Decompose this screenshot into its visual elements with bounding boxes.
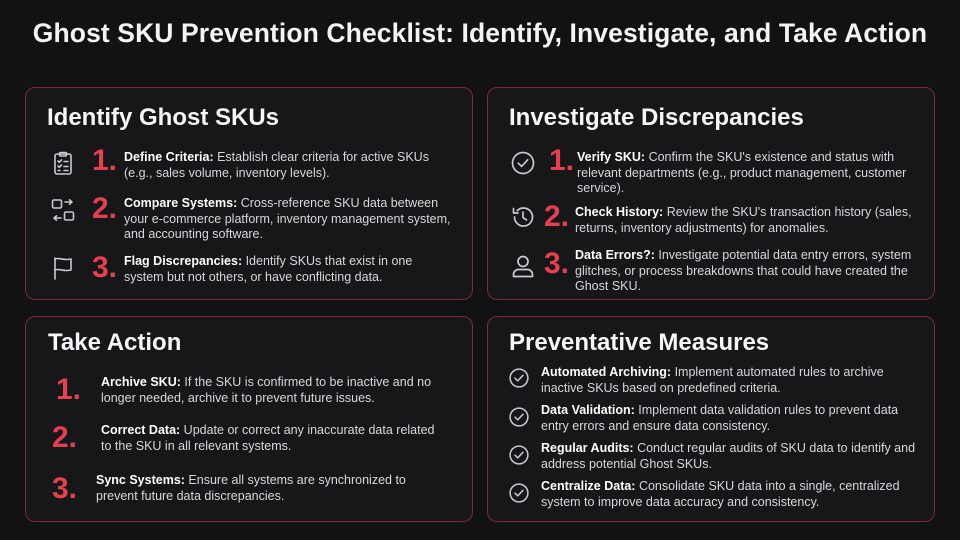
item-number: 3. [52,472,78,505]
item-number: 2. [544,200,570,233]
preventative-card [487,316,935,522]
flag-icon [50,255,76,281]
investigate-title: Investigate Discrepancies [509,104,804,131]
preventative-title: Preventative Measures [509,329,770,356]
item-number: 3. [544,247,570,280]
identify-item-3 [124,254,444,285]
item-number: 1. [549,144,575,177]
page-title: Ghost SKU Prevention Checklist: Identify, Investigate, and Take Action [32,18,928,48]
item-text: Cross-reference SKU data between your e-commerce platform, inventory management system, and accounting software. [124,196,451,241]
check-circle-icon [510,150,536,176]
item-label: Archive SKU: [101,375,181,389]
item-text: Update or correct any inaccurate data related to the SKU in all relevant systems. [101,423,435,453]
item-text: Conduct regular audits of SKU data to identify and address potential Ghost SKUs. [541,441,916,471]
item-label: Centralize Data: [541,479,636,493]
item-text: Review the SKU's transaction history (sales, returns, inventory adjustments) for anomalies. [575,205,912,235]
action-item-1 [101,375,461,406]
identify-card [25,87,473,300]
item-text: Implement data validation rules to prevent data entry errors and ensure data consistency. [541,403,899,433]
investigate-item-2 [575,205,920,236]
investigate-item-3 [575,248,920,295]
item-text: Implement automated rules to archive inactive SKUs based on predefined criteria. [541,365,884,395]
item-text: Investigate potential data entry errors, system glitches, or process breakdowns that could have created the Ghost SKU. [575,248,912,293]
item-label: Check History: [575,205,664,219]
prevent-item-2 [541,403,916,434]
item-label: Sync Systems: [96,473,185,487]
prevent-item-3 [541,441,916,472]
item-text: Ensure all systems are synchronized to prevent future data discrepancies. [96,473,406,503]
identify-title: Identify Ghost SKUs [47,104,280,131]
item-text: If the SKU is confirmed to be inactive and no longer needed, archive it to prevent future issues. [101,375,432,405]
item-label: Compare Systems: [124,196,238,210]
item-label: Define Criteria: [124,150,214,164]
take-action-card [25,316,473,522]
item-label: Data Validation: [541,403,635,417]
check-circle-icon [508,482,530,504]
item-number: 3. [92,251,118,284]
item-label: Verify SKU: [577,150,646,164]
history-icon [510,204,536,230]
identify-item-1 [124,150,454,181]
investigate-card [487,87,935,300]
action-item-2 [101,423,446,454]
item-label: Automated Archiving: [541,365,672,379]
check-circle-icon [508,406,530,428]
item-label: Correct Data: [101,423,181,437]
item-text: Confirm the SKU's existence and status with relevant departments (e.g., product management, customer service). [577,150,907,195]
user-icon [510,253,536,279]
item-number: 1. [56,373,82,406]
check-circle-icon [508,444,530,466]
action-item-3 [96,473,441,504]
item-number: 1. [92,144,118,177]
item-text: Consolidate SKU data into a single, centralized system to improve data accuracy and consistency. [541,479,900,509]
item-label: Regular Audits: [541,441,634,455]
item-number: 2. [52,421,78,454]
compare-systems-icon [50,197,76,223]
investigate-item-1 [577,150,922,197]
item-label: Flag Discrepancies: [124,254,243,268]
prevent-item-1 [541,365,916,396]
item-text: Establish clear criteria for active SKUs (e.g., sales volume, inventory levels). [124,150,429,180]
identify-item-2 [124,196,454,243]
item-text: Identify SKUs that exist in one system but not others, or have conflicting data. [124,254,413,284]
item-number: 2. [92,192,118,225]
take-action-title: Take Action [48,329,182,356]
clipboard-checklist-icon [50,150,76,176]
check-circle-icon [508,367,530,389]
prevent-item-4 [541,479,916,510]
item-label: Data Errors?: [575,248,655,262]
